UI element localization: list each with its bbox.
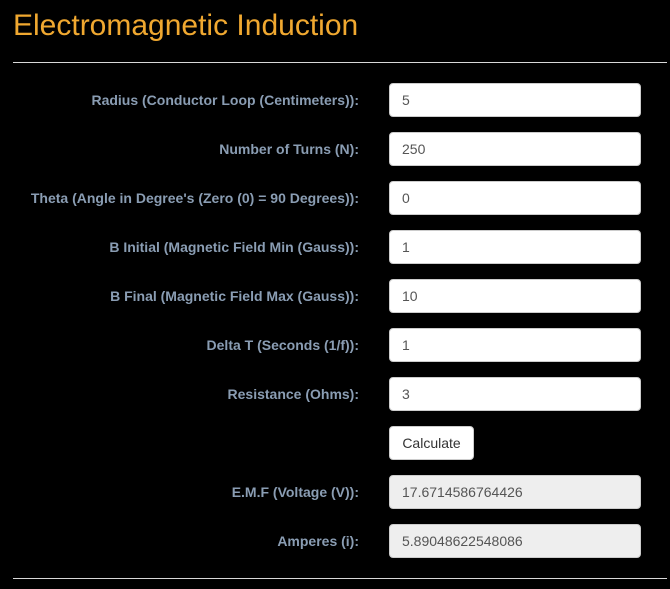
theta-input[interactable] [389, 181, 641, 215]
radius-input[interactable] [389, 83, 641, 117]
b-final-row [0, 279, 670, 313]
theta-row [0, 181, 670, 215]
emf-label: E.M.F (Voltage (V)): [231, 484, 359, 500]
turns-row [0, 132, 670, 166]
delta-t-input[interactable] [389, 328, 641, 362]
resistance-input[interactable] [389, 377, 641, 411]
amperes-output[interactable] [389, 524, 641, 558]
b-initial-input[interactable] [389, 230, 641, 264]
emf-output[interactable] [389, 475, 641, 509]
page-title: Electromagnetic Induction [13, 9, 359, 42]
b-final-input[interactable] [389, 279, 641, 313]
b-initial-row [0, 230, 670, 264]
amperes-label: Amperes (i): [277, 533, 359, 549]
bottom-divider [13, 578, 667, 579]
calculate-button[interactable]: Calculate [389, 426, 474, 460]
emf-row [0, 475, 670, 509]
turns-input[interactable] [389, 132, 641, 166]
amperes-row [0, 524, 670, 558]
turns-label: Number of Turns (N): [219, 141, 359, 157]
resistance-label: Resistance (Ohms): [227, 386, 359, 402]
radius-row [0, 83, 670, 117]
resistance-row [0, 377, 670, 411]
theta-label: Theta (Angle in Degree's (Zero (0) = 90 Degrees)): [30, 190, 359, 206]
delta-t-label: Delta T (Seconds (1/f)): [206, 337, 359, 353]
b-initial-label: B Initial (Magnetic Field Min (Gauss)): [109, 239, 359, 255]
radius-label: Radius (Conductor Loop (Centimeters)): [91, 92, 359, 108]
b-final-label: B Final (Magnetic Field Max (Gauss)): [110, 288, 359, 304]
top-divider [13, 62, 667, 63]
delta-t-row [0, 328, 670, 362]
